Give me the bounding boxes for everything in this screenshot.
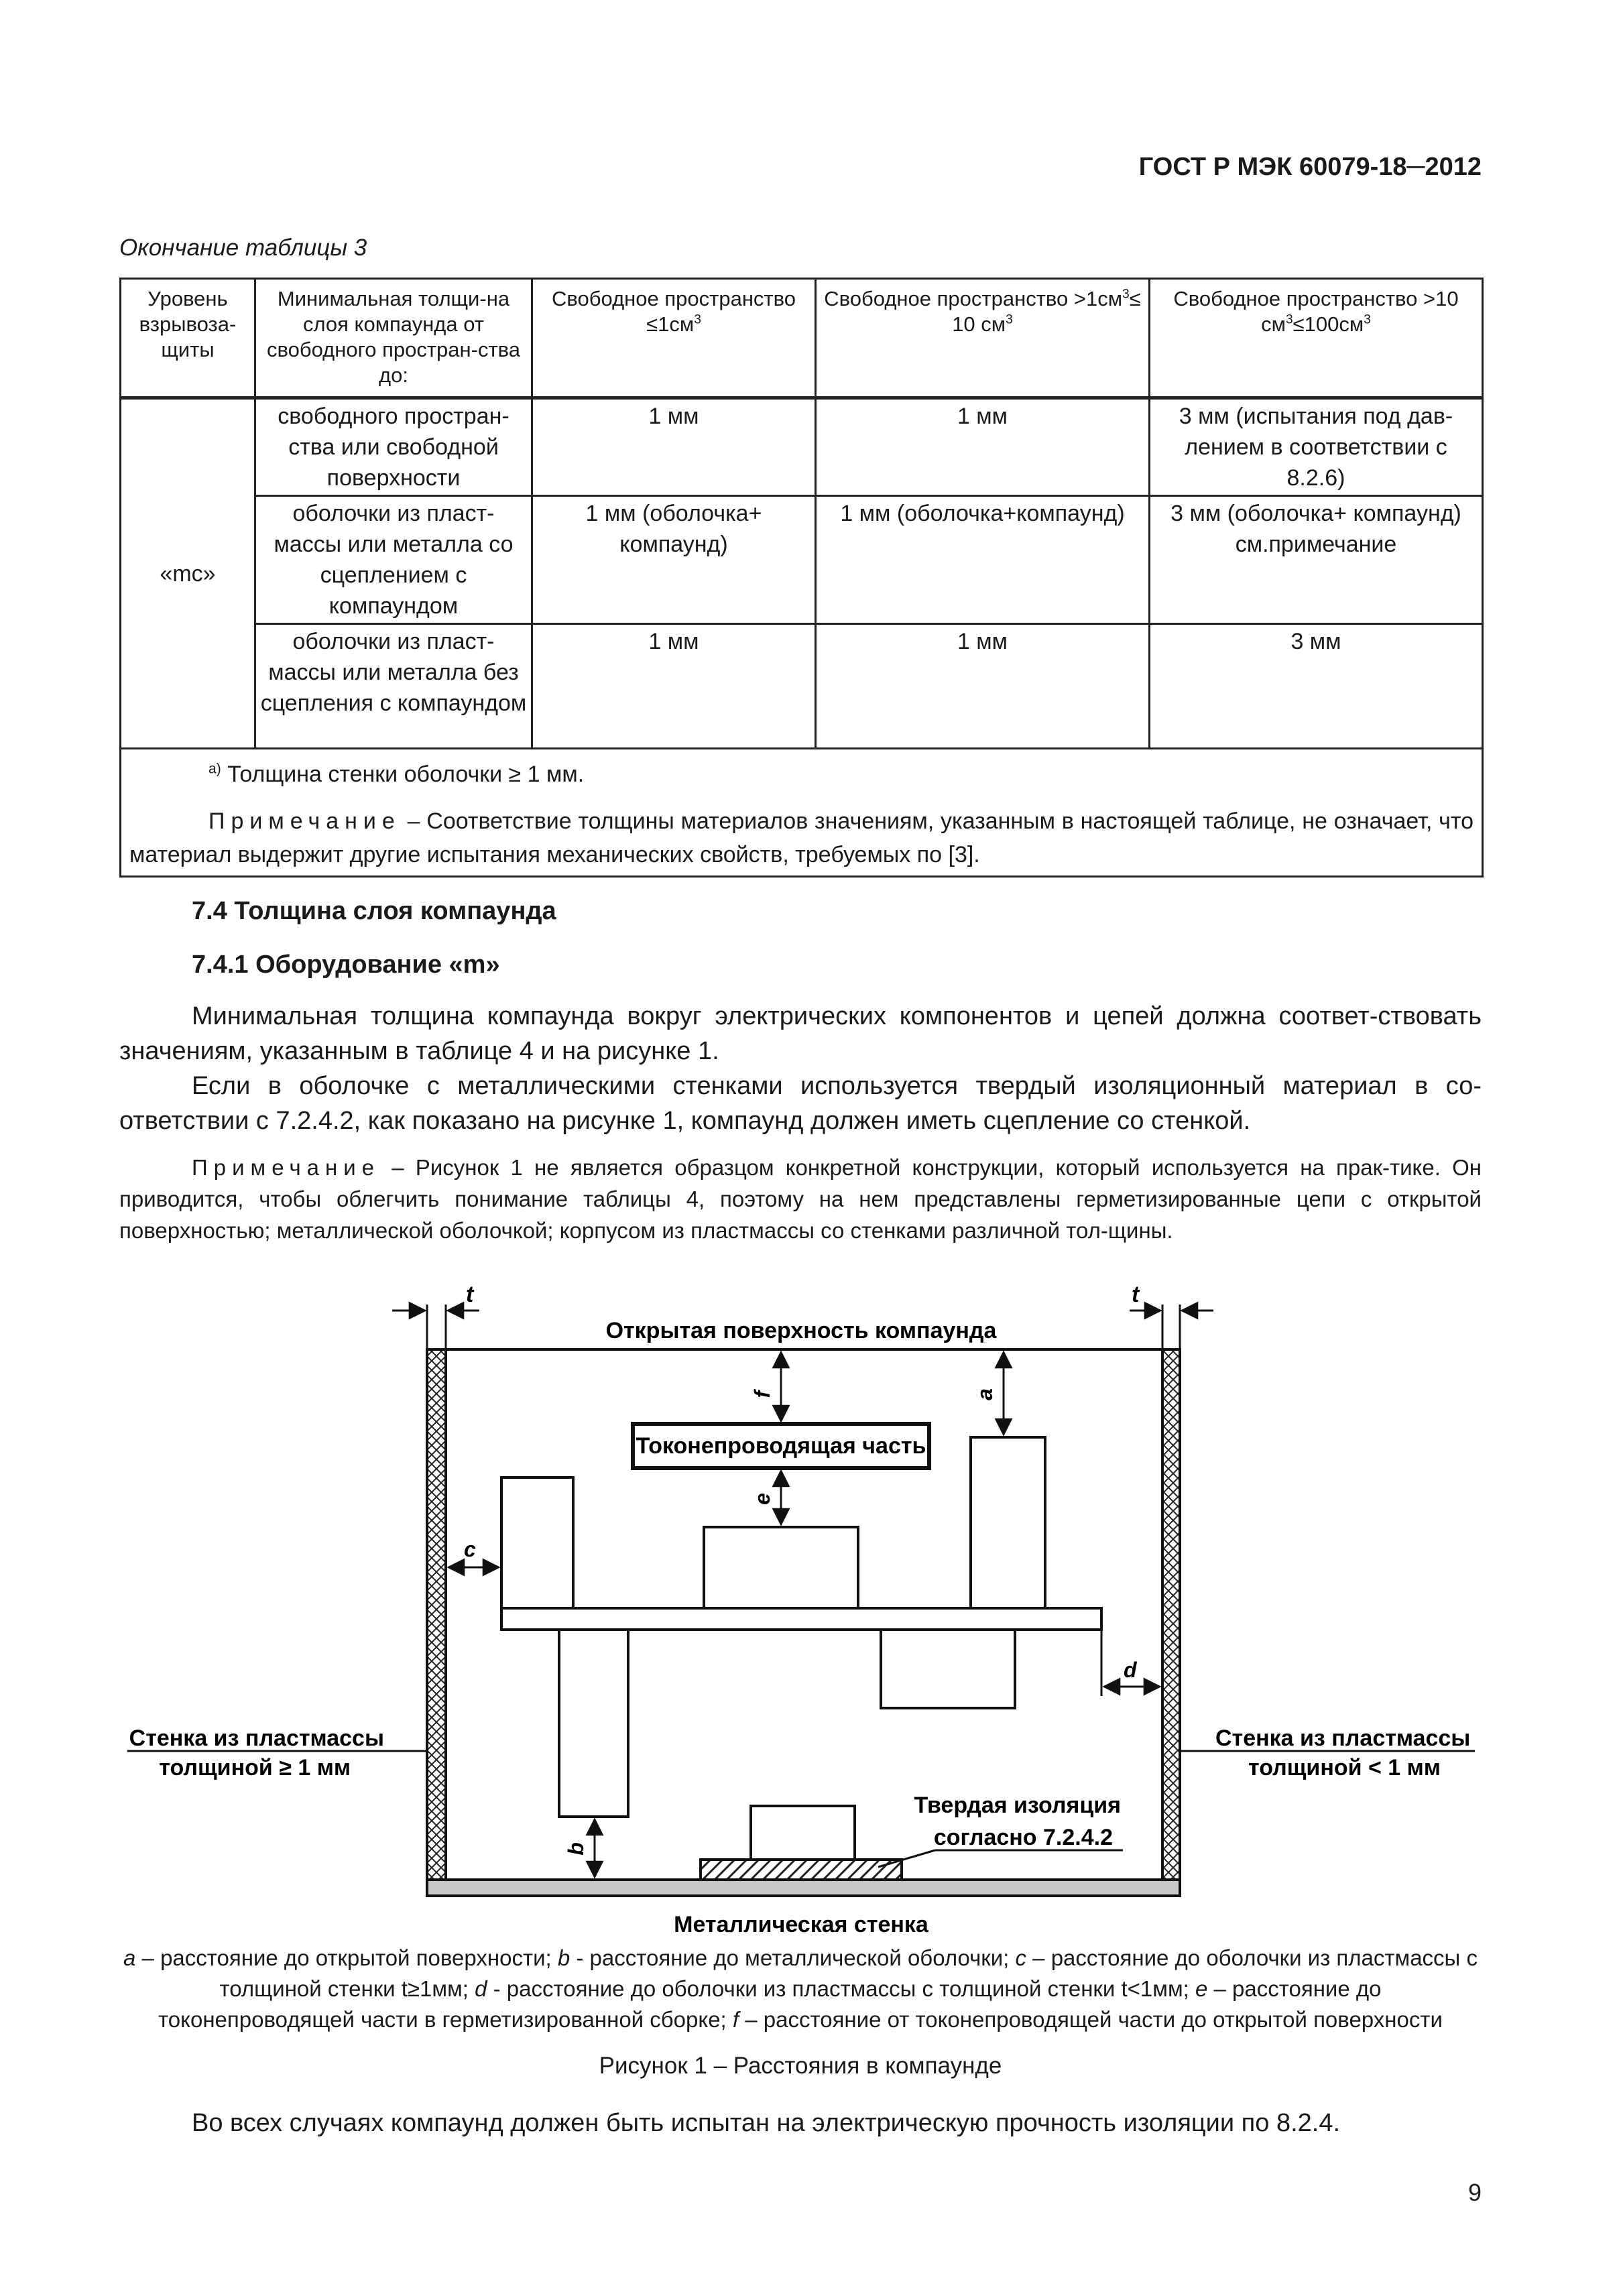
row-value: 1 мм — [816, 398, 1150, 496]
metal-wall — [427, 1880, 1180, 1896]
dim-b: b — [564, 1842, 588, 1856]
solid-insulation — [701, 1860, 902, 1880]
row-value: 1 мм (оболочка+компаунд) — [816, 496, 1150, 624]
figure-1 — [0, 1274, 1623, 1944]
level-cell: «mc» — [121, 398, 255, 749]
standard-header: ГОСТ Р МЭК 60079-18─2012 — [1138, 153, 1482, 181]
component — [501, 1477, 573, 1608]
table-footnote: $^{а)}$ Толщина стенки оболочки ≥ 1 мм. — [208, 761, 585, 787]
dim-t-right: t — [1132, 1282, 1140, 1307]
solid-label-1: Твердая изоляция — [914, 1793, 1121, 1818]
component — [881, 1630, 1015, 1708]
component — [704, 1527, 858, 1608]
table-caption: Окончание таблицы 3 — [119, 235, 367, 261]
table-notes — [121, 749, 1483, 877]
left-wall-label-1: Стенка из пластмассы — [129, 1726, 384, 1751]
header-space-1: Свободное пространство $\le 1см^3$ — [532, 279, 816, 398]
section-title: 7.4 Толщина слоя компаунда — [192, 897, 556, 925]
component — [751, 1806, 855, 1860]
circuit-board — [501, 1608, 1101, 1630]
figure-caption: Рисунок 1 – Расстояния в компаунде — [599, 2053, 1002, 2079]
row-value: 3 мм (оболочка+ компаунд) см.примечание — [1150, 496, 1483, 624]
bottom-label: Металлическая стенка — [674, 1912, 928, 1937]
right-wall — [1162, 1349, 1180, 1895]
right-wall-label-1: Стенка из пластмассы — [1215, 1726, 1471, 1751]
page-number: 9 — [1467, 2179, 1482, 2206]
dim-a: a — [973, 1388, 997, 1400]
dim-d: d — [1124, 1658, 1137, 1682]
row-item: оболочки из пласт-массы или металла со сцеплением с компаундом — [255, 496, 532, 624]
top-label: Открытая поверхность компаунда — [605, 1318, 997, 1343]
row-value: 1 мм — [816, 624, 1150, 749]
figure-legend: a – расстояние до открытой поверхности; b - расстояние до металлической оболочки; c – расстояние до оболочки из пластмассы с толщиной стенки t≥1мм; d - расстояние до оболочки из пластмассы с толщиной стенки t<1мм; e – расстояние до токонепроводящей части в герметизированной сборке; f – расстояние от токонепроводящей части до открытой поверхности — [123, 1945, 1478, 2032]
table-3 — [119, 278, 1484, 878]
header-min-thickness: Минимальная толщи-на слоя компаунда от свободного простран-ства до: — [255, 279, 532, 398]
dim-t-left: t — [466, 1282, 474, 1307]
final-paragraph: Во всех случаях компаунд должен быть испытан на электрическую прочность изоляции по 8.2.4. — [192, 2109, 1341, 2137]
dim-e: e — [750, 1493, 774, 1505]
dim-c: c — [464, 1537, 476, 1561]
row-value: 1 мм — [532, 624, 816, 749]
component — [971, 1437, 1045, 1608]
solid-label-2: согласно 7.2.4.2 — [933, 1825, 1113, 1850]
row-value: 3 мм — [1150, 624, 1483, 749]
right-wall-label-2: толщиной < 1 мм — [1248, 1755, 1441, 1780]
row-value: 1 мм (оболочка+ компаунд) — [532, 496, 816, 624]
subsection-title: 7.4.1 Оборудование «m» — [192, 951, 500, 979]
paragraph: Минимальная толщина компаунда вокруг электрических компонентов и цепей должна соответ-ствовать значениям, указанным в таблице 4 и на рисунке 1. — [119, 1002, 1482, 1065]
component — [559, 1630, 628, 1817]
header-space-2: Свободное пространство $>1см^3\le 10$ $см^3$ — [816, 279, 1150, 398]
paragraph: Если в оболочке с металлическими стенками используется твердый изоляционный материал в со-ответствии с 7.2.4.2, как показано на рисунке 1, компаунд должен иметь сцепление со стенкой. — [119, 1072, 1482, 1135]
row-item: оболочки из пласт-массы или металла без сцепления с компаундом — [255, 624, 532, 749]
row-value: 3 мм (испытания под дав-лением в соответствии с 8.2.6) — [1150, 398, 1483, 496]
header-level: Уровень взрывоза-щиты — [121, 279, 255, 398]
left-wall — [427, 1349, 446, 1895]
left-wall-label-2: толщиной ≥ 1 мм — [159, 1755, 351, 1780]
table-note: Примечание – Соответствие толщины материалов значениям, указанным в настоящей таблице, не означает, что материал выдержит другие испытания механических свойств, требуемых по [3]. — [129, 808, 1474, 867]
part-label: Токонепроводящая часть — [636, 1433, 926, 1459]
row-value: 1 мм — [532, 398, 816, 496]
dim-f: f — [750, 1390, 774, 1398]
figure-note: Примечание – Рисунок 1 не является образцом конкретной конструкции, который используется на прак-тике. Он приводится, чтобы облегчить понимание таблицы 4, поэтому на нем представлены герметизированные цепи с открытой поверхностью; металлической оболочкой; корпусом из пластмассы со стенками различной тол-щины. — [119, 1155, 1482, 1243]
header-space-3: Свободное пространство >10 $см^3\le 100см^3$ — [1150, 279, 1483, 398]
row-item: свободного простран-ства или свободной поверхности — [255, 398, 532, 496]
